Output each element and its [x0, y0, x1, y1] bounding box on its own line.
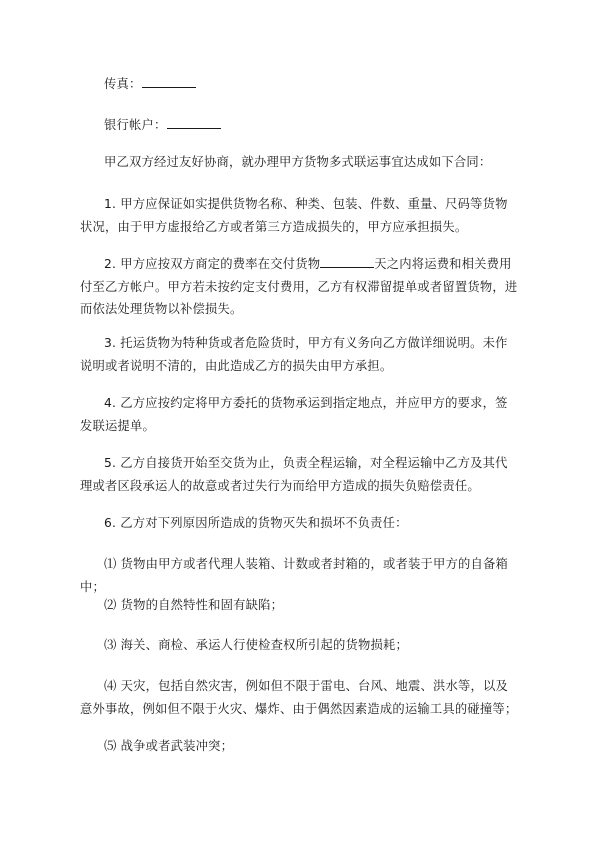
intro-paragraph: 甲乙双方经过友好协商，就办理甲方货物多式联运事宜达成如下合同：	[104, 155, 492, 169]
clause-2-part-b: 天之内将运费和相关费用付至乙方帐户。甲方若未按约定支付费用，乙方有权滞留提单或者留置货物，进而依法处理货物以补偿损失。	[80, 257, 518, 316]
clause-5: 5. 乙方自接货开始至交货为止，负责全程运输，对全程运输中乙方及其代理或者区段承运人的故意或者过失行为而给甲方造成的损失负赔偿责任。	[80, 456, 508, 493]
fax-field	[80, 73, 520, 96]
days-blank	[320, 254, 374, 268]
bank-account-blank	[167, 115, 221, 129]
clause-4: 4. 乙方应按约定将甲方委托的货物承运到指定地点，并应甲方的要求，签发联运提单。	[80, 396, 508, 433]
exemption-item-2: ⑵ 货物的自然特性和固有缺陷；	[104, 598, 284, 612]
exemption-item-1: ⑴ 货物由甲方或者代理人装箱、计数或者封箱的，或者装于甲方的自备箱中；	[80, 557, 509, 594]
clause-1: 1. 甲方应保证如实提供货物名称、种类、包装、件数、重量、尺码等货物状况，由于甲方虚报给乙方或者第三方造成损失的，甲方应承担损失。	[80, 197, 508, 234]
exemption-item-5: ⑸ 战争或者武装冲突；	[104, 739, 234, 753]
bank-account-label: 银行帐户：	[104, 118, 167, 132]
exemption-item-3: ⑶ 海关、商检、承运人行使检查权所引起的货物损耗；	[104, 638, 409, 652]
clause-2-part-a: 2. 甲方应按双方商定的费率在交付货物	[104, 257, 321, 271]
clause-3: 3. 托运货物为特种货或者危险货时，甲方有义务向乙方做详细说明。未作说明或者说明不清的，由此造成乙方的损失由甲方承担。	[80, 336, 508, 373]
bank-account-field	[80, 114, 520, 137]
clause-2	[80, 253, 520, 321]
clause-6: 6. 乙方对下列原因所造成的货物灭失和损坏不负责任：	[104, 516, 408, 530]
exemption-item-4: ⑷ 天灾，包括自然灾害，例如但不限于雷电、台风、地震、洪水等，以及意外事故，例如但不限于火灾、爆炸、由于偶然因素造成的运输工具的碰撞等；	[80, 679, 518, 716]
fax-blank	[142, 74, 196, 88]
fax-label: 传真：	[104, 77, 142, 91]
